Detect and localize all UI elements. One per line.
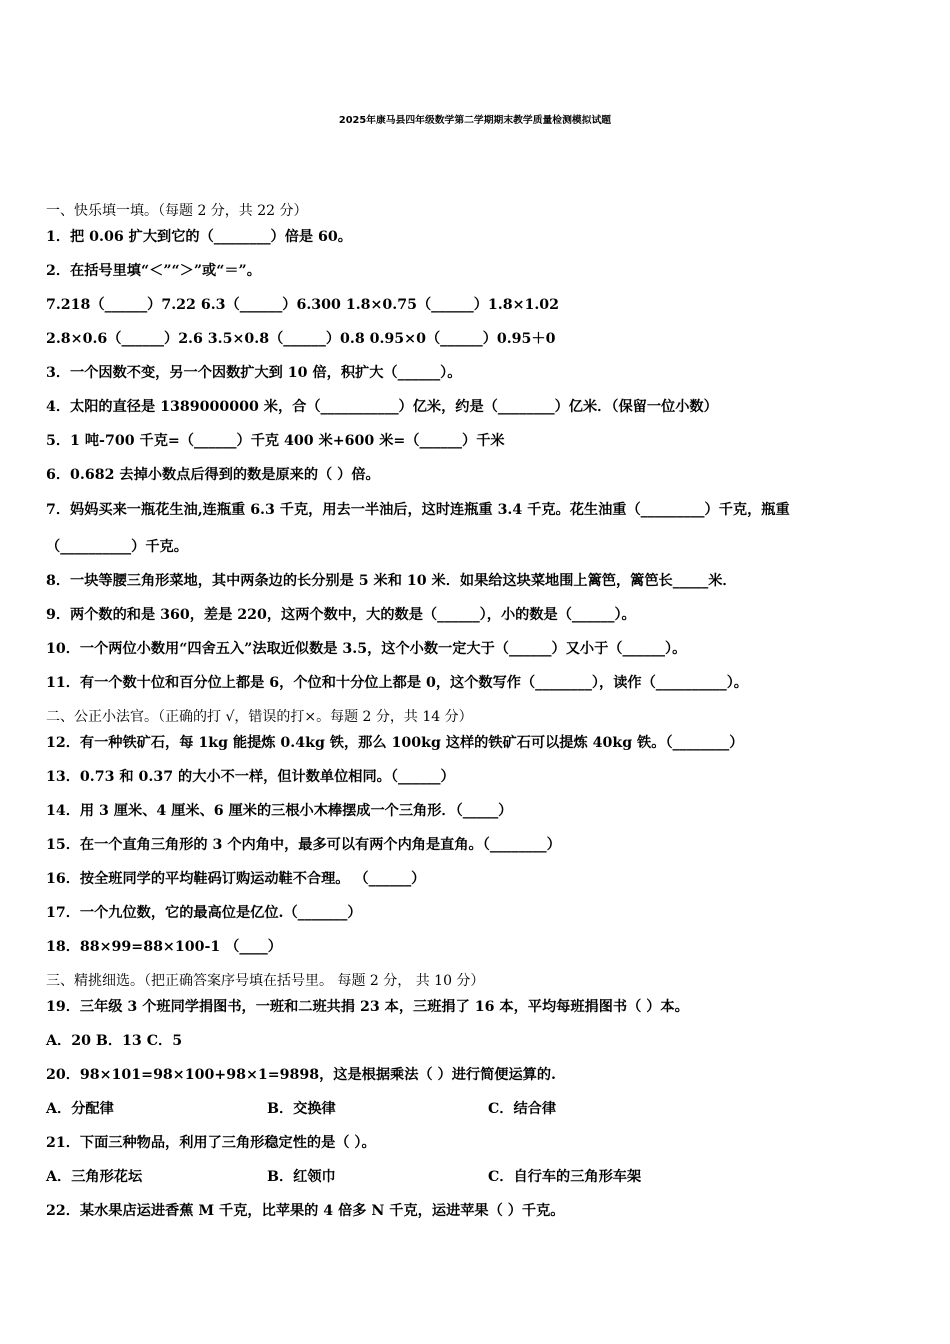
question-20: 20．98×101=98×100+98×1=9898，这是根据乘法（ ）进行简便运算的. (46, 1067, 556, 1083)
question-4: 4．太阳的直径是 1389000000 米，合（___________）亿米，约是（________）亿米．（保留一位小数） (46, 399, 718, 415)
question-19: 19．三年级 3 个班同学捐图书，一班和二班共捐 23 本，三班捐了 16 本，平均每班捐图书（ ）本。 (46, 999, 689, 1015)
question-9: 9．两个数的和是 360，差是 220，这两个数中，大的数是（______），小的数是（______）。 (46, 607, 636, 623)
question-7-continued: （__________）千克。 (46, 539, 188, 555)
section-heading-1: 一、快乐填一填。（每题 2 分，共 22 分） (46, 203, 308, 219)
question-20-option-c: C．结合律 (488, 1101, 557, 1117)
question-21-option-b: B．红领巾 (267, 1169, 336, 1185)
question-14: 14．用 3 厘米、4 厘米、6 厘米的三根小木棒摆成一个三角形．（_____） (46, 803, 513, 819)
question-20-option-a: A．分配律 (46, 1101, 114, 1117)
question-2-row-1: 7.218（______）7.22 6.3（______）6.300 1.8×0.75（______）1.8×1.02 (46, 297, 560, 313)
question-11: 11．有一个数十位和百分位上都是 6，个位和十分位上都是 0，这个数写作（________），读作（__________）。 (46, 675, 748, 691)
question-1: 1．把 0.06 扩大到它的（________）倍是 60。 (46, 229, 352, 245)
page-title: 2025年康马县四年级数学第二学期期末教学质量检测模拟试题 (338, 115, 612, 126)
question-5: 5．1 吨-700 千克=（______）千克 400 米+600 米=（______）千米 (46, 433, 505, 449)
question-6: 6．0.682 去掉小数点后得到的数是原来的（ ）倍。 (46, 467, 380, 483)
question-19-options: A．20 B．13 C．5 (46, 1033, 183, 1049)
question-18: 18．88×99=88×100-1 （____） (46, 939, 282, 955)
question-8: 8．一块等腰三角形菜地，其中两条边的长分别是 5 米和 10 米．如果给这块菜地围上篱笆，篱笆长_____米． (46, 573, 737, 589)
question-21-option-a: A．三角形花坛 (46, 1169, 143, 1185)
question-16: 16．按全班同学的平均鞋码订购运动鞋不合理。 （______） (46, 871, 426, 887)
question-20-option-b: B．交换律 (267, 1101, 336, 1117)
section-heading-3: 三、精挑细选。（把正确答案序号填在括号里。 每题 2 分， 共 10 分） (46, 973, 485, 989)
question-10: 10．一个两位小数用“四舍五入”法取近似数是 3.5，这个小数一定大于（______）又小于（______）。 (46, 641, 687, 657)
section-heading-2: 二、公正小法官。（正确的打 √，错误的打×。每题 2 分，共 14 分） (46, 709, 473, 725)
question-22: 22．某水果店运进香蕉 M 千克，比苹果的 4 倍多 N 千克，运进苹果（ ）千克。 (46, 1203, 565, 1219)
question-2: 2．在括号里填“＜”“＞”或“＝”。 (46, 263, 261, 279)
question-3: 3．一个因数不变，另一个因数扩大到 10 倍，积扩大（______）。 (46, 365, 462, 381)
question-21-option-c: C．自行车的三角形车架 (488, 1169, 642, 1185)
question-21: 21．下面三种物品，利用了三角形稳定性的是（ ）。 (46, 1135, 376, 1151)
question-17: 17．一个九位数，它的最高位是亿位.（_______） (46, 905, 362, 921)
question-13: 13．0.73 和 0.37 的大小不一样，但计数单位相同。（______） (46, 769, 455, 785)
question-15: 15．在一个直角三角形的 3 个内角中，最多可以有两个内角是直角。（________） (46, 837, 561, 853)
question-2-row-2: 2.8×0.6（______）2.6 3.5×0.8（______）0.8 0.95×0（______）0.95＋0 (46, 331, 556, 347)
question-7: 7．妈妈买来一瓶花生油,连瓶重 6.3 千克，用去一半油后，这时连瓶重 3.4 千克。花生油重（_________）千克，瓶重 (46, 502, 790, 518)
question-12: 12．有一种铁矿石，每 1kg 能提炼 0.4kg 铁，那么 100kg 这样的铁矿石可以提炼 40kg 铁。（________） (46, 735, 744, 751)
